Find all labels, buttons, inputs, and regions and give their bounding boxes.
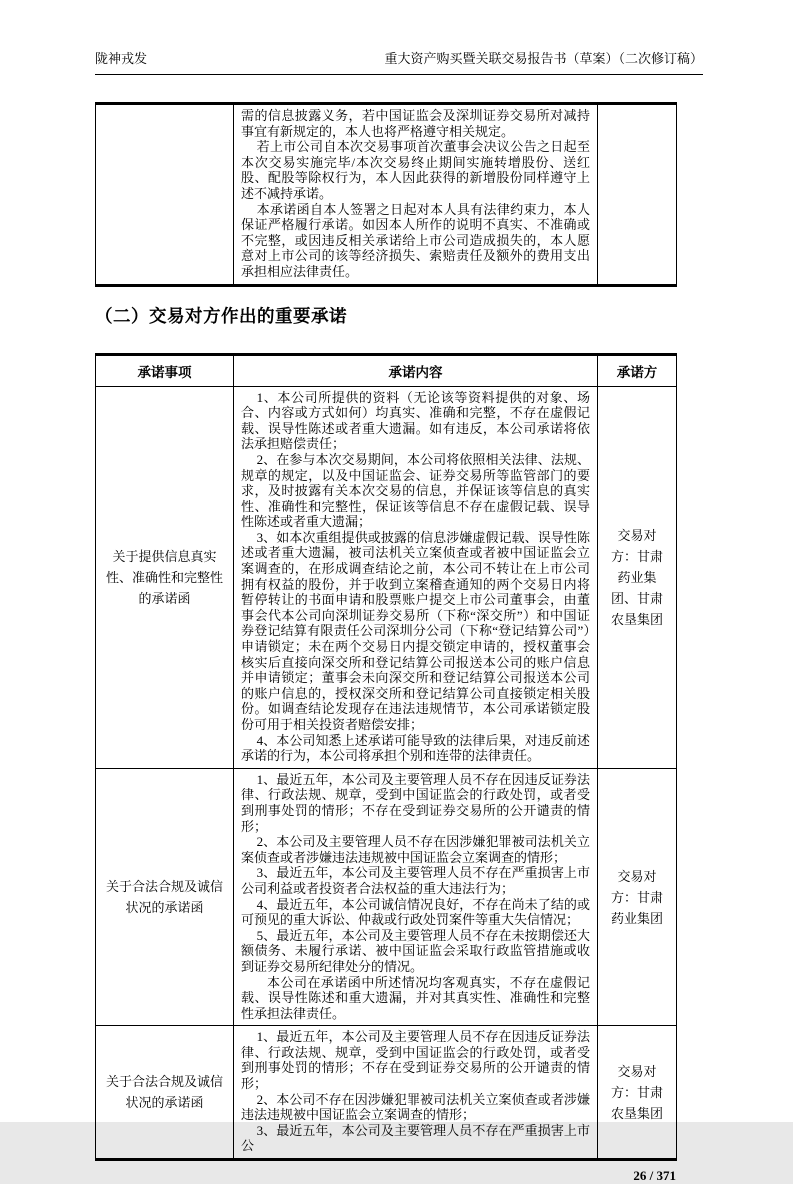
- commitment-party-cell: 交易对方：甘肃农垦集团: [598, 1026, 677, 1160]
- commitment-paragraph: 2、在参与本次交易期间，本公司将依照相关法律、法规、规章的规定，以及中国证监会、证券交易所等监管部门的要求，及时披露有关本次交易的信息，并保证该等信息的真实性、准确性和完整性，保证该等信息不存在虚假记载、误导性陈述或者重大遗漏；: [241, 451, 590, 530]
- commitment-paragraph: 若上市公司自本次交易事项首次董事会决议公告之日起至本次交易实施完毕/本次交易终止期间实施转增股份、送红股、配股等除权行为，本人因此获得的新增股份同样遵守上述不减持承诺。: [241, 139, 590, 201]
- section-heading: （二）交易对方作出的重要承诺: [95, 305, 347, 326]
- commitment-content-cell: [234, 386, 598, 768]
- commitment-party-cell: 交易对方：甘肃药业集团、甘肃农垦集团: [598, 386, 677, 768]
- commitment-paragraph: 3、如本次重组提供或披露的信息涉嫌虚假记载、误导性陈述或者重大遗漏，被司法机关立案侦查或者被中国证监会立案调查的，在形成调查结论之前，本公司不转让在上市公司拥有权益的股份，并于收到立案稽查通知的两个交易日内将暂停转让的书面申请和股票账户提交上市公司董事会，由董事会代本公司向深圳证券交易所（下称“深交所”）和中国证券登记结算有限责任公司深圳分公司（下称“登记结算公司”）申请锁定；未在两个交易日内提交锁定申请的，授权董事会核实后直接向深交所和登记结算公司报送本公司的账户信息并申请锁定；董事会未向深交所和登记结算公司报送本公司的账户信息的，授权深交所和登记结算公司直接锁定相关股份。如调查结论发现存在违法违规情节，本公司承诺锁定股份可用于相关投资者赔偿安排；: [241, 529, 590, 732]
- column-header-content: 承诺内容: [234, 354, 598, 386]
- page-header: [95, 48, 703, 75]
- continued-commitment-table: [95, 102, 677, 287]
- header-company-name: 陇神戎发: [95, 51, 148, 66]
- commitment-paragraph: 本承诺函自本人签署之日起对本人具有法律约束力，本人保证严格履行承诺。如因本人所作的说明不真实、不准确或不完整，或因违反相关承诺给上市公司造成损失的，本人愿意对上市公司的该等经济损失、索赔责任及额外的费用支出承担相应法律责任。: [241, 201, 590, 279]
- commitment-paragraph: 5、最近五年，本公司及主要管理人员不存在未按期偿还大额债务、未履行承诺、被中国证监会采取行政监管措施或收到证券交易所纪律处分的情况。: [241, 927, 590, 974]
- commitment-content-cell: [234, 1026, 598, 1160]
- page-content: [95, 48, 703, 1184]
- commitment-paragraph: 1、本公司所提供的资料（无论该等资料提供的对象、场合、内容或方式如何）均真实、准确和完整，不存在虚假记载、误导性陈述或者重大遗漏。如有违反，本公司承诺将依法承担赔偿责任；: [241, 389, 590, 452]
- commitment-item-cell: 关于提供信息真实性、准确性和完整性的承诺函: [96, 386, 234, 768]
- commitments-table: [95, 353, 677, 1162]
- commitment-paragraph: 1、最近五年，本公司及主要管理人员不存在因违反证券法律、行政法规、规章，受到中国证监会的行政处罚，或者受到刑事处罚的情形；不存在受到证券交易所的公开谴责的情形；: [241, 1029, 590, 1092]
- column-header-item: 承诺事项: [96, 354, 234, 386]
- commitment-content-cell: [234, 104, 598, 286]
- table-row: [96, 386, 677, 768]
- commitment-paragraph: 4、最近五年，本公司诚信情况良好，不存在尚未了结的或可预见的重大诉讼、仲裁或行政处罚案件等重大失信情况；: [241, 896, 590, 928]
- commitment-item-cell: 关于合法合规及诚信状况的承诺函: [96, 768, 234, 1026]
- header-report-title: 重大资产购买暨关联交易报告书（草案）（二次修订稿）: [384, 51, 703, 66]
- page-number: 26 / 371: [633, 1168, 676, 1184]
- commitment-content-cell: [234, 768, 598, 1026]
- commitment-paragraph: 需的信息披露义务，若中国证监会及深圳证券交易所对减持事宜有新规定的，本人也将严格遵守相关规定。: [241, 108, 590, 139]
- commitment-paragraph: 1、最近五年，本公司及主要管理人员不存在因违反证券法律、行政法规、规章，受到中国证监会的行政处罚，或者受到刑事处罚的情形；不存在受到证券交易所的公开谴责的情形；: [241, 771, 590, 834]
- commitment-paragraph: 3、最近五年，本公司及主要管理人员不存在严重损害上市公: [241, 1122, 590, 1154]
- commitment-party-cell-empty: [598, 104, 677, 286]
- table-row: [96, 1026, 677, 1160]
- commitment-paragraph: 本公司在承诺函中所述情况均客观真实，不存在虚假记载、误导性陈述和重大遗漏，并对其真实性、准确性和完整性承担法律责任。: [241, 974, 590, 1021]
- table-row: [96, 768, 677, 1026]
- column-header-party: 承诺方: [598, 354, 677, 386]
- commitment-paragraph: 3、最近五年，本公司及主要管理人员不存在严重损害上市公司利益或者投资者合法权益的重大违法行为；: [241, 865, 590, 896]
- commitment-paragraph: 2、本公司及主要管理人员不存在因涉嫌犯罪被司法机关立案侦查或者涉嫌违法违规被中国证监会立案调查的情形；: [241, 834, 590, 865]
- commitment-item-cell: 关于合法合规及诚信状况的承诺函: [96, 1026, 234, 1160]
- table-header-row: [96, 354, 677, 386]
- commitment-paragraph: 4、本公司知悉上述承诺可能导致的法律后果，对违反前述承诺的行为，本公司将承担个别和连带的法律责任。: [241, 732, 590, 764]
- commitment-paragraph: 2、本公司不存在因涉嫌犯罪被司法机关立案侦查或者涉嫌违法违规被中国证监会立案调查的情形；: [241, 1091, 590, 1123]
- commitment-party-cell: 交易对方：甘肃药业集团: [598, 768, 677, 1026]
- commitment-item-cell-empty: [96, 104, 234, 286]
- table-row: [96, 104, 677, 286]
- page-footer: [95, 1168, 676, 1184]
